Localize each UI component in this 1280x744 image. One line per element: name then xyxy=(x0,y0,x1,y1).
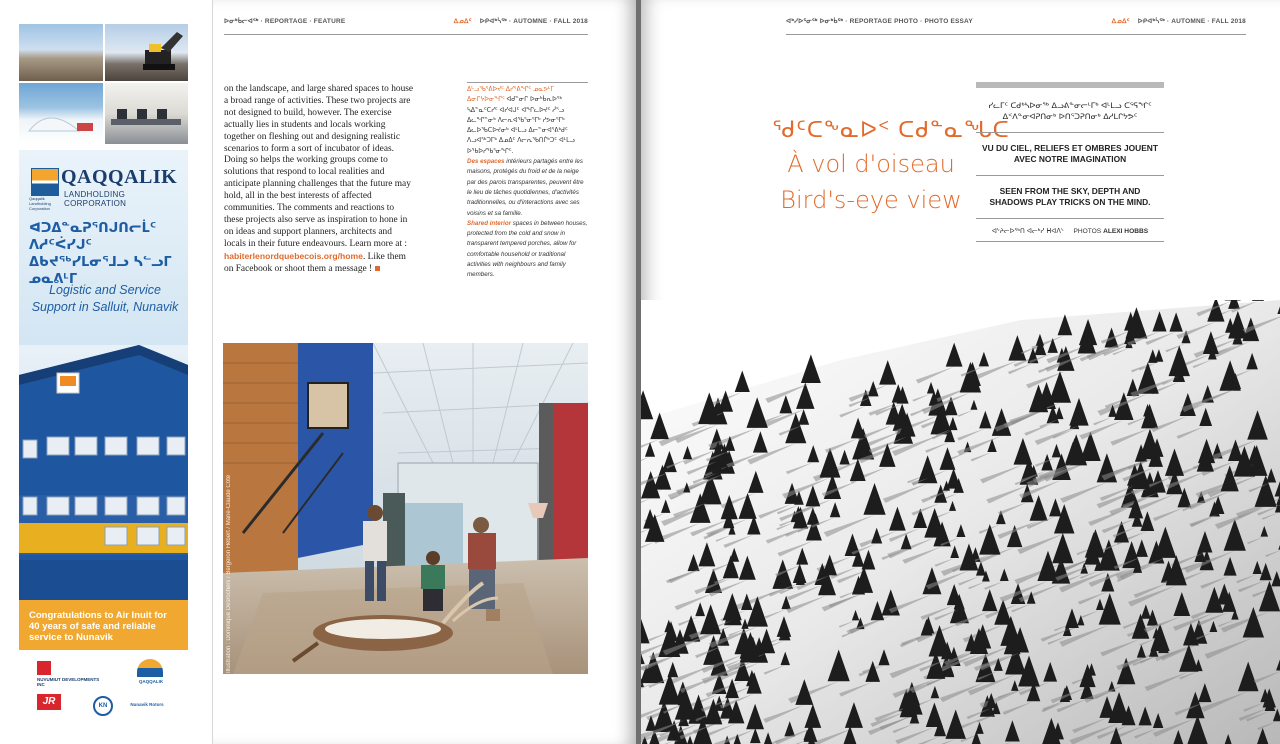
partner-nunavik-rotors: Nunavik Rotors xyxy=(130,702,164,707)
kn-logo-icon: KN xyxy=(93,696,113,716)
caption-english: spaces in between houses, protected from the cold and snow in transparent tempered porches, allow for comfortable household or traditional activities with neighbours and family members. xyxy=(467,219,588,279)
right-header-brand: ᐃᓄᐃᑦ xyxy=(1111,18,1130,25)
excavator-icon xyxy=(105,24,188,81)
right-header-section: ᐊᒃᓯᐅᕐᓂᖅ ᐅᓂᒃᑳᖅ · REPORTAGE PHOTO · PHOTO ESSAY xyxy=(786,18,973,25)
logo-small-text: Qaqqalik Landholding Corporation xyxy=(29,196,51,211)
tent-icon xyxy=(19,83,103,144)
title-syllabics: ᖁᑦᑕᖕᓇᐅᑉ ᑕᑯᓐᓇᖓᑕ xyxy=(772,118,1010,143)
deck-english: SEEN FROM THE SKY, DEPTH AND SHADOWS PLAY TRICKS ON THE MIND. xyxy=(976,176,1164,219)
image-caption xyxy=(467,85,589,281)
body-paragraph-end: . Like them on Facebook or shoot them a message ! xyxy=(224,251,406,274)
partner-nuvumiut: NUVUMIUT DEVELOPMENTS INC xyxy=(37,677,100,687)
caption-english-lead: Shared interior xyxy=(467,219,512,227)
credit-syllabics: ᐊᔾᔨᓕᐅᖅᑎ ᐊᓕᒃᓯ ᕼᐊᐱᔅ xyxy=(991,227,1064,235)
photo-credit-line xyxy=(976,219,1164,242)
photo-credit: Illustration : Dominique Desrochers / Bergeron Hébert / Marie-Claude Côté xyxy=(226,474,232,673)
spruce-forest-illustration xyxy=(641,300,1280,744)
blue-building-illustration xyxy=(19,345,188,600)
ad-slogan: Logistic and Service Support in Salluit, Nunavik xyxy=(31,283,179,314)
ad-photo-arctic-camp xyxy=(19,83,103,144)
right-header-rule xyxy=(786,34,1246,35)
qaqqalik-small-logo-icon xyxy=(137,659,163,677)
nuvumiut-logo-icon xyxy=(37,661,51,675)
company-name: QAQQALIK xyxy=(61,166,178,188)
qaqqalik-advertisement[interactable] xyxy=(0,0,213,744)
qaqqalik-logo-icon xyxy=(31,168,59,196)
ad-congrats-banner: Congratulations to Air Inuit for 40 years of safe and reliable service to Nunavik xyxy=(19,600,188,650)
article-body xyxy=(224,84,414,276)
end-of-article-mark xyxy=(375,266,380,271)
caption-syllabics-lead: ᐃᒡᓗᖃᕐᕕᐅᔪᑦ ᐃᓯᕐᕕᖏᑦ ᓄᓇᕗᒻᒥ ᐃᓂᒋᔭᐅᓂᖏᑦ xyxy=(467,86,554,104)
left-header-issue: ᐅᑭᐊᒃᓵᖅ · AUTOMNE · FALL 2018 xyxy=(479,18,588,25)
ad-syllabics-text: ᐊᑐᐃᓐᓇᕈᕐᑎᒍᑎᓕᒫᑦ ᐱᓱᑦᐹᓯᒍᑦ ᐃᑲᔪᖅᓯᒪᓂᕐᒧᓗ ᓴᓪᓗᒥ ᓄᓇᕕᒻᒥ xyxy=(29,221,172,287)
office-desks-icon xyxy=(105,83,188,144)
website-link[interactable]: habiterlenordquebecois.org/home xyxy=(224,250,363,261)
left-header-section: ᐅᓂᒃᑳᓕᐊᖅ · REPORTAGE · FEATURE xyxy=(224,18,346,25)
left-header-brand: ᐃᓄᐃᑦ xyxy=(453,18,472,25)
jr-logo-icon: JR xyxy=(37,694,61,710)
right-header-issue: ᐅᑭᐊᒃᓵᖅ · AUTOMNE · FALL 2018 xyxy=(1137,18,1246,25)
spruce-tree xyxy=(1252,300,1264,301)
deck-syllabics: ᓯᓚᒥᑦ ᑕᑯᒃᓴᐅᓂᖅ ᐃᓗᕕᓐᓂᓕᒻᒥᒃ ᐊᒻᒪᓗ ᑕᕐᕋᖏᑦ ᐃᑉᐱᓐᓂᐊᕈᑎᓂᒃ ᐅᑎᕐᑐᕈᑎᓂᒃ ᐃᓱᒪᒋᔭᕗᑦ xyxy=(976,88,1164,133)
qaqqalik-logo-panel xyxy=(19,150,188,345)
ad-photo-village xyxy=(19,24,103,81)
left-page-header xyxy=(224,17,588,25)
article-deck xyxy=(976,82,1164,242)
interior-courtyard-illustration xyxy=(223,343,588,674)
ad-partner-logos xyxy=(19,656,188,736)
caption-top-rule xyxy=(467,82,588,83)
ad-photo-excavator xyxy=(105,24,188,81)
aerial-forest-photo xyxy=(641,300,1280,744)
ad-photo-collage xyxy=(19,24,188,144)
architectural-rendering xyxy=(223,343,588,674)
left-header-rule xyxy=(224,34,588,35)
caption-syllabics: ᐊᑯᓐᓂᒋ ᐅᓂᒃᑳᕆᐅᖅ ᓴᐃᓐᓇᑦᑕᓯᑦ ᐊᓯᐊᒍᑦ ᐊᖏᓚᐅᔪᑦ ᓲᕐᓗ ᐃᓚᖏᓐᓂᒃ ᐱᓕᕆᐊᖃᕐᓂᕐᒥᒃ ᓯᕗᓂᕐᒥᒃ ᐃᓚᐅᖃᑕᐅᔪᓂᒃ ᐊᒻᒪᓗ ᐃᓕᓐᓂᐊᕐᕕᒃᑯᑦ ᐱᓗᐊᖅᑐᒥᒃ ᐃᓄᐃᑦ ᐱᓕᕆᖃᑎᒌᒃᑐᑦ ᐊᒻᒪᓗ ᐅᖃᐅᓯᖃᕐᓂᖏᑦ. xyxy=(467,96,575,155)
title-french: À vol d'oiseau xyxy=(787,150,955,178)
company-subtitle: LANDHOLDING CORPORATION xyxy=(64,190,127,208)
ad-building-photo xyxy=(19,345,188,600)
caption-french: intérieurs partagés entre les maisons, protégés du froid et de la neige par des parois transparentes, peuvent être le lieu de tâches quotidiennes, d'activités traditionnelles, ou d'interactions avec ses voisins et sa famille. xyxy=(467,158,584,217)
partner-jr xyxy=(37,694,75,714)
right-page-header xyxy=(786,17,1246,25)
credit-label: PHOTOS xyxy=(1073,228,1102,235)
title-english: Bird's-eye view xyxy=(780,186,962,214)
caption-french-lead: Des espaces xyxy=(467,158,505,166)
ad-photo-office xyxy=(105,83,188,144)
body-paragraph: on the landscape, and large shared spaces to house a broad range of activities. These two projects are not designed to build, however. The exercise actually lies in students and locals working together on fleshing out and designing realistic scenarios to form a sort of incubator of ideas. Doing so helps the working groups come to solutions that respond to local realities and anticipate planning challenges that the future may hold, all in the best interests of affected communities. The comments and reactions to these projects also serve as inspiration to hone in on ideas and support planners, architects and locals in their future endeavours. Learn more at : xyxy=(224,84,414,249)
deck-french: VU DU CIEL, RELIEFS ET OMBRES JOUENT AVEC NOTRE IMAGINATION xyxy=(976,133,1164,176)
partner-qaqqalik: QAQQALIK xyxy=(138,679,164,684)
left-page xyxy=(0,0,636,744)
credit-name: ALEXI HOBBS xyxy=(1103,228,1149,235)
